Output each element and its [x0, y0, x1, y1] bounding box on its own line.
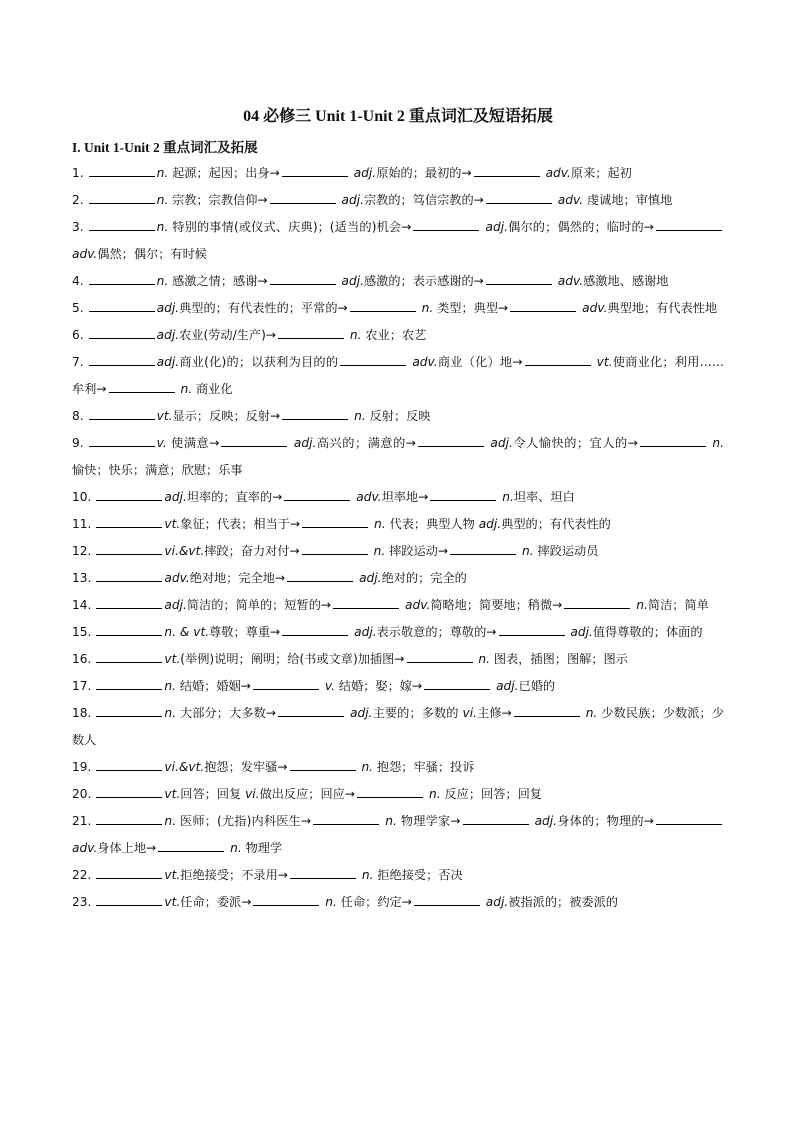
answer-blank[interactable] — [270, 273, 336, 285]
part-of-speech: adv. — [541, 166, 571, 180]
definition-text: 大部分；大多数→ — [176, 706, 277, 720]
answer-blank[interactable] — [463, 813, 529, 825]
definition-text: 使满意→ — [166, 436, 220, 450]
answer-blank[interactable] — [282, 165, 348, 177]
part-of-speech: adj. — [530, 814, 558, 828]
part-of-speech: n. — [474, 652, 490, 666]
part-of-speech: adv. — [401, 598, 431, 612]
part-of-speech: adj. — [355, 571, 382, 585]
item-number: 19. — [72, 760, 92, 774]
item-number: 20. — [72, 787, 92, 801]
definition-text: 做出反应；回应→ — [259, 787, 356, 801]
answer-blank[interactable] — [474, 165, 540, 177]
answer-blank[interactable] — [486, 273, 552, 285]
definition-text: 主要的；多数的 — [372, 706, 463, 720]
item-number: 9. — [72, 436, 84, 450]
answer-blank[interactable] — [640, 435, 706, 447]
answer-blank[interactable] — [290, 759, 356, 771]
definition-text: 拒绝接受；不录用→ — [180, 868, 288, 882]
part-of-speech: adj. — [164, 490, 187, 504]
definition-text: 特别的事情(或仪式、庆典)；(适当的)机会→ — [168, 220, 412, 234]
definition-text: 典型的；有代表性的 — [501, 517, 611, 531]
part-of-speech: adj. — [289, 436, 317, 450]
part-of-speech: v. — [156, 436, 167, 450]
vocab-item — [72, 160, 724, 187]
part-of-speech: n. — [417, 301, 434, 315]
answer-blank[interactable] — [109, 381, 175, 393]
answer-blank[interactable] — [333, 597, 399, 609]
vocab-item — [72, 889, 724, 916]
answer-blank[interactable] — [96, 759, 162, 771]
part-of-speech: vt. — [164, 868, 181, 882]
part-of-speech: n. — [632, 598, 648, 612]
item-number: 21. — [72, 814, 92, 828]
definition-text: 偶然；偶尔；有时候 — [97, 247, 207, 261]
vocab-item — [72, 538, 724, 565]
definition-text: 绝对地；完全地→ — [189, 571, 286, 585]
answer-blank[interactable] — [96, 651, 162, 663]
answer-blank[interactable] — [253, 894, 319, 906]
part-of-speech: vi.&vt. — [164, 760, 205, 774]
definition-text: 尊敬；尊重→ — [209, 625, 281, 639]
part-of-speech: n. — [164, 706, 176, 720]
definition-text: 回答；回复 — [180, 787, 246, 801]
part-of-speech: n. — [346, 328, 362, 342]
part-of-speech: n. — [357, 868, 374, 882]
answer-blank[interactable] — [96, 570, 162, 582]
vocab-item — [72, 781, 724, 808]
part-of-speech: adv. — [553, 274, 584, 288]
worksheet-page — [72, 106, 724, 916]
definition-text: 愉快；快乐；满意；欣慰；乐事 — [72, 463, 243, 477]
answer-blank[interactable] — [89, 273, 155, 285]
definition-text: 物理学家→ — [396, 814, 461, 828]
answer-blank[interactable] — [89, 219, 155, 231]
part-of-speech: adj. — [349, 166, 377, 180]
definition-text: 抱怨；牢骚；投诉 — [373, 760, 475, 774]
answer-blank[interactable] — [96, 678, 162, 690]
answer-blank[interactable] — [357, 786, 423, 798]
part-of-speech: n. — [164, 814, 176, 828]
definition-text: 任命；委派→ — [180, 895, 252, 909]
item-number: 11. — [72, 517, 92, 531]
answer-blank[interactable] — [89, 408, 155, 420]
definition-text: 值得尊敬的；体面的 — [592, 625, 703, 639]
answer-blank[interactable] — [278, 705, 344, 717]
definition-text: 使商业化；利用……牟利→ — [72, 355, 724, 396]
definition-text: 简洁的；简单的；短暂的→ — [186, 598, 332, 612]
part-of-speech: vt. — [164, 652, 181, 666]
part-of-speech: vt. — [164, 895, 181, 909]
answer-blank[interactable] — [282, 408, 348, 420]
part-of-speech: n. — [164, 679, 176, 693]
answer-blank[interactable] — [424, 678, 490, 690]
answer-blank[interactable] — [96, 813, 162, 825]
definition-text: 典型的；有代表性的；平常的→ — [179, 301, 348, 315]
part-of-speech: n. — [156, 193, 169, 207]
item-number: 23. — [72, 895, 92, 909]
vocab-item — [72, 700, 724, 754]
part-of-speech: n. — [498, 490, 514, 504]
definition-text: 类型；典型→ — [433, 301, 509, 315]
part-of-speech: adj. — [492, 679, 519, 693]
part-of-speech: n. & vt. — [164, 625, 210, 639]
part-of-speech: n. — [176, 382, 193, 396]
vocab-item — [72, 754, 724, 781]
part-of-speech: vi. — [245, 787, 260, 801]
vocab-item — [72, 619, 724, 646]
definition-text: 原始的；最初的→ — [376, 166, 472, 180]
definition-text: 商业（化）地→ — [437, 355, 523, 369]
definition-text: 身体上地→ — [97, 841, 157, 855]
answer-blank[interactable] — [96, 624, 162, 636]
definition-text: 代表；典型人物 — [385, 517, 479, 531]
answer-blank[interactable] — [287, 570, 353, 582]
part-of-speech: adv. — [352, 490, 382, 504]
item-number: 1. — [72, 166, 84, 180]
worksheet-title: 04 必修三 Unit 1-Unit 2 重点词汇及短语拓展 — [243, 108, 553, 125]
answer-blank[interactable] — [89, 165, 155, 177]
vocabulary-list — [72, 160, 724, 916]
answer-blank[interactable] — [96, 867, 162, 879]
definition-text: 宗教；宗教信仰→ — [168, 193, 268, 207]
item-number: 6. — [72, 328, 84, 342]
part-of-speech: adj. — [346, 706, 373, 720]
definition-text: 原来；起初 — [570, 166, 632, 180]
part-of-speech: n. — [370, 517, 386, 531]
vocab-item — [72, 484, 724, 511]
definition-text: 象征；代表；相当于→ — [180, 517, 301, 531]
definition-text: 绝对的；完全的 — [381, 571, 467, 585]
part-of-speech: n. — [357, 760, 374, 774]
answer-blank[interactable] — [450, 543, 516, 555]
definition-text: 显示；反映；反射→ — [172, 409, 281, 423]
definition-text: 表示敬意的；尊敬的→ — [376, 625, 497, 639]
answer-blank[interactable] — [418, 435, 484, 447]
section-heading: I. Unit 1-Unit 2 重点词汇及拓展 — [72, 140, 258, 155]
part-of-speech: vi.&vt. — [164, 544, 205, 558]
part-of-speech: n. — [156, 166, 169, 180]
definition-text: 商业化 — [192, 382, 233, 396]
item-number: 15. — [72, 625, 92, 639]
answer-blank[interactable] — [278, 327, 344, 339]
part-of-speech: adj. — [566, 625, 593, 639]
answer-blank[interactable] — [158, 840, 224, 852]
item-number: 4. — [72, 274, 84, 288]
definition-text: 抱怨；发牢骚→ — [204, 760, 288, 774]
part-of-speech: adj. — [486, 436, 513, 450]
definition-text: 反射；反映 — [365, 409, 431, 423]
definition-text: 图表，插图；图解；图示 — [489, 652, 628, 666]
definition-text: 感激的；表示感谢的→ — [364, 274, 484, 288]
item-number: 12. — [72, 544, 92, 558]
definition-text: 摔跤运动员 — [533, 544, 599, 558]
vocab-item — [72, 511, 724, 538]
answer-blank[interactable] — [486, 192, 552, 204]
vocab-item — [72, 862, 724, 889]
part-of-speech: n. — [156, 220, 169, 234]
definition-text: 坦率的；直率的→ — [186, 490, 283, 504]
part-of-speech: adv. — [578, 301, 608, 315]
item-number: 14. — [72, 598, 92, 612]
part-of-speech: adv. — [72, 841, 98, 855]
part-of-speech: n. — [518, 544, 534, 558]
answer-blank[interactable] — [89, 192, 155, 204]
answer-blank[interactable] — [414, 894, 480, 906]
definition-text: 简略地；简要地；稍微→ — [430, 598, 563, 612]
part-of-speech: n. — [226, 841, 242, 855]
answer-blank[interactable] — [302, 516, 368, 528]
vocab-item — [72, 646, 724, 673]
definition-text: 偶尔的；偶然的；临时的→ — [507, 220, 654, 234]
item-number: 5. — [72, 301, 84, 315]
definition-text: 身体的；物理的→ — [557, 814, 654, 828]
answer-blank[interactable] — [430, 489, 496, 501]
definition-text: 医师；(尤指)内科医生→ — [176, 814, 312, 828]
definition-text: 简洁；简单 — [647, 598, 709, 612]
answer-blank[interactable] — [656, 813, 722, 825]
definition-text: 农业(劳动/生产)→ — [179, 328, 277, 342]
vocab-item — [72, 322, 724, 349]
definition-text: 结婚；婚姻→ — [176, 679, 252, 693]
part-of-speech: adj. — [337, 193, 364, 207]
definition-text: 高兴的；满意的→ — [316, 436, 417, 450]
definition-text: 感激地、感谢地 — [583, 274, 669, 288]
item-number: 17. — [72, 679, 92, 693]
part-of-speech: vt. — [156, 409, 173, 423]
item-number: 13. — [72, 571, 92, 585]
part-of-speech: adj. — [164, 598, 187, 612]
part-of-speech: adj. — [481, 220, 508, 234]
definition-text: 少数民族；少数派；少数人 — [72, 706, 725, 747]
part-of-speech: n. — [425, 787, 441, 801]
answer-blank[interactable] — [96, 786, 162, 798]
vocab-item — [72, 268, 724, 295]
part-of-speech: adv. — [164, 571, 190, 585]
answer-blank[interactable] — [96, 516, 162, 528]
definition-text: 虔诚地；审慎地 — [583, 193, 673, 207]
answer-blank[interactable] — [253, 678, 319, 690]
answer-blank[interactable] — [96, 705, 162, 717]
part-of-speech: n. — [321, 895, 337, 909]
part-of-speech: n. — [350, 409, 366, 423]
part-of-speech: adj. — [478, 517, 502, 531]
definition-text: 商业(化)的；以获利为目的的 — [179, 355, 339, 369]
item-number: 16. — [72, 652, 92, 666]
definition-text: 已婚的 — [518, 679, 556, 693]
part-of-speech: n. — [156, 274, 169, 288]
item-number: 18. — [72, 706, 92, 720]
part-of-speech: vt. — [164, 787, 181, 801]
part-of-speech: adv. — [72, 247, 98, 261]
definition-text: 坦率、坦白 — [513, 490, 575, 504]
item-number: 2. — [72, 193, 84, 207]
answer-blank[interactable] — [221, 435, 287, 447]
answer-blank[interactable] — [282, 624, 348, 636]
part-of-speech: n. — [581, 706, 598, 720]
answer-blank[interactable] — [270, 192, 336, 204]
part-of-speech: adv. — [553, 193, 584, 207]
definition-text: 令人愉快的；宜人的→ — [512, 436, 638, 450]
definition-text: 结婚；娶；嫁→ — [335, 679, 423, 693]
definition-text: 摔跤；奋力对付→ — [204, 544, 300, 558]
vocab-item — [72, 430, 724, 484]
definition-text: 感激之情；感谢→ — [168, 274, 268, 288]
answer-blank[interactable] — [96, 489, 162, 501]
answer-blank[interactable] — [564, 597, 630, 609]
part-of-speech: adj. — [350, 625, 377, 639]
vocab-item — [72, 403, 724, 430]
answer-blank[interactable] — [284, 489, 350, 501]
vocab-item — [72, 187, 724, 214]
answer-blank[interactable] — [525, 354, 591, 366]
answer-blank[interactable] — [96, 894, 162, 906]
answer-blank[interactable] — [340, 354, 406, 366]
definition-text: (举例)说明；阐明；给(书或文章)加插图→ — [180, 652, 405, 666]
item-number: 8. — [72, 409, 84, 423]
definition-text: 物理学 — [241, 841, 283, 855]
answer-blank[interactable] — [89, 327, 155, 339]
definition-text: 起源；起因；出身→ — [168, 166, 280, 180]
answer-blank[interactable] — [499, 624, 565, 636]
answer-blank[interactable] — [89, 435, 155, 447]
definition-text: 典型地；有代表性地 — [607, 301, 718, 315]
definition-text: 被指派的；被委派的 — [508, 895, 618, 909]
part-of-speech: n. — [707, 436, 724, 450]
definition-text: 拒绝接受；否决 — [373, 868, 463, 882]
answer-blank[interactable] — [89, 300, 155, 312]
definition-text: 坦率地→ — [381, 490, 429, 504]
definition-text: 宗教的；笃信宗教的→ — [364, 193, 484, 207]
answer-blank[interactable] — [510, 300, 576, 312]
part-of-speech: adj. — [156, 328, 180, 342]
part-of-speech: adj. — [156, 355, 180, 369]
item-number: 7. — [72, 355, 84, 369]
answer-blank[interactable] — [350, 300, 416, 312]
answer-blank[interactable] — [656, 219, 722, 231]
item-number: 10. — [72, 490, 92, 504]
part-of-speech: v. — [321, 679, 335, 693]
part-of-speech: adj. — [337, 274, 364, 288]
part-of-speech: n. — [381, 814, 397, 828]
vocab-item — [72, 214, 724, 268]
definition-text: 农业；农艺 — [361, 328, 427, 342]
answer-blank[interactable] — [302, 543, 368, 555]
item-number: 3. — [72, 220, 84, 234]
part-of-speech: adj. — [156, 301, 180, 315]
vocab-item — [72, 349, 724, 403]
vocab-item — [72, 592, 724, 619]
answer-blank[interactable] — [96, 597, 162, 609]
answer-blank[interactable] — [413, 219, 479, 231]
part-of-speech: adv. — [408, 355, 438, 369]
part-of-speech: vt. — [592, 355, 613, 369]
answer-blank[interactable] — [514, 705, 580, 717]
part-of-speech: adj. — [481, 895, 509, 909]
answer-blank[interactable] — [407, 651, 473, 663]
answer-blank[interactable] — [89, 354, 155, 366]
answer-blank[interactable] — [290, 867, 356, 879]
part-of-speech: vi. — [462, 706, 477, 720]
vocab-item — [72, 673, 724, 700]
answer-blank[interactable] — [96, 543, 162, 555]
vocab-item — [72, 808, 724, 862]
definition-text: 摔跤运动→ — [385, 544, 449, 558]
definition-text: 主修→ — [476, 706, 512, 720]
part-of-speech: vt. — [164, 517, 181, 531]
answer-blank[interactable] — [313, 813, 379, 825]
definition-text: 任命；约定→ — [336, 895, 412, 909]
definition-text: 反应；回答；回复 — [440, 787, 542, 801]
vocab-item — [72, 565, 724, 592]
part-of-speech: n. — [369, 544, 386, 558]
item-number: 22. — [72, 868, 92, 882]
vocab-item — [72, 295, 724, 322]
